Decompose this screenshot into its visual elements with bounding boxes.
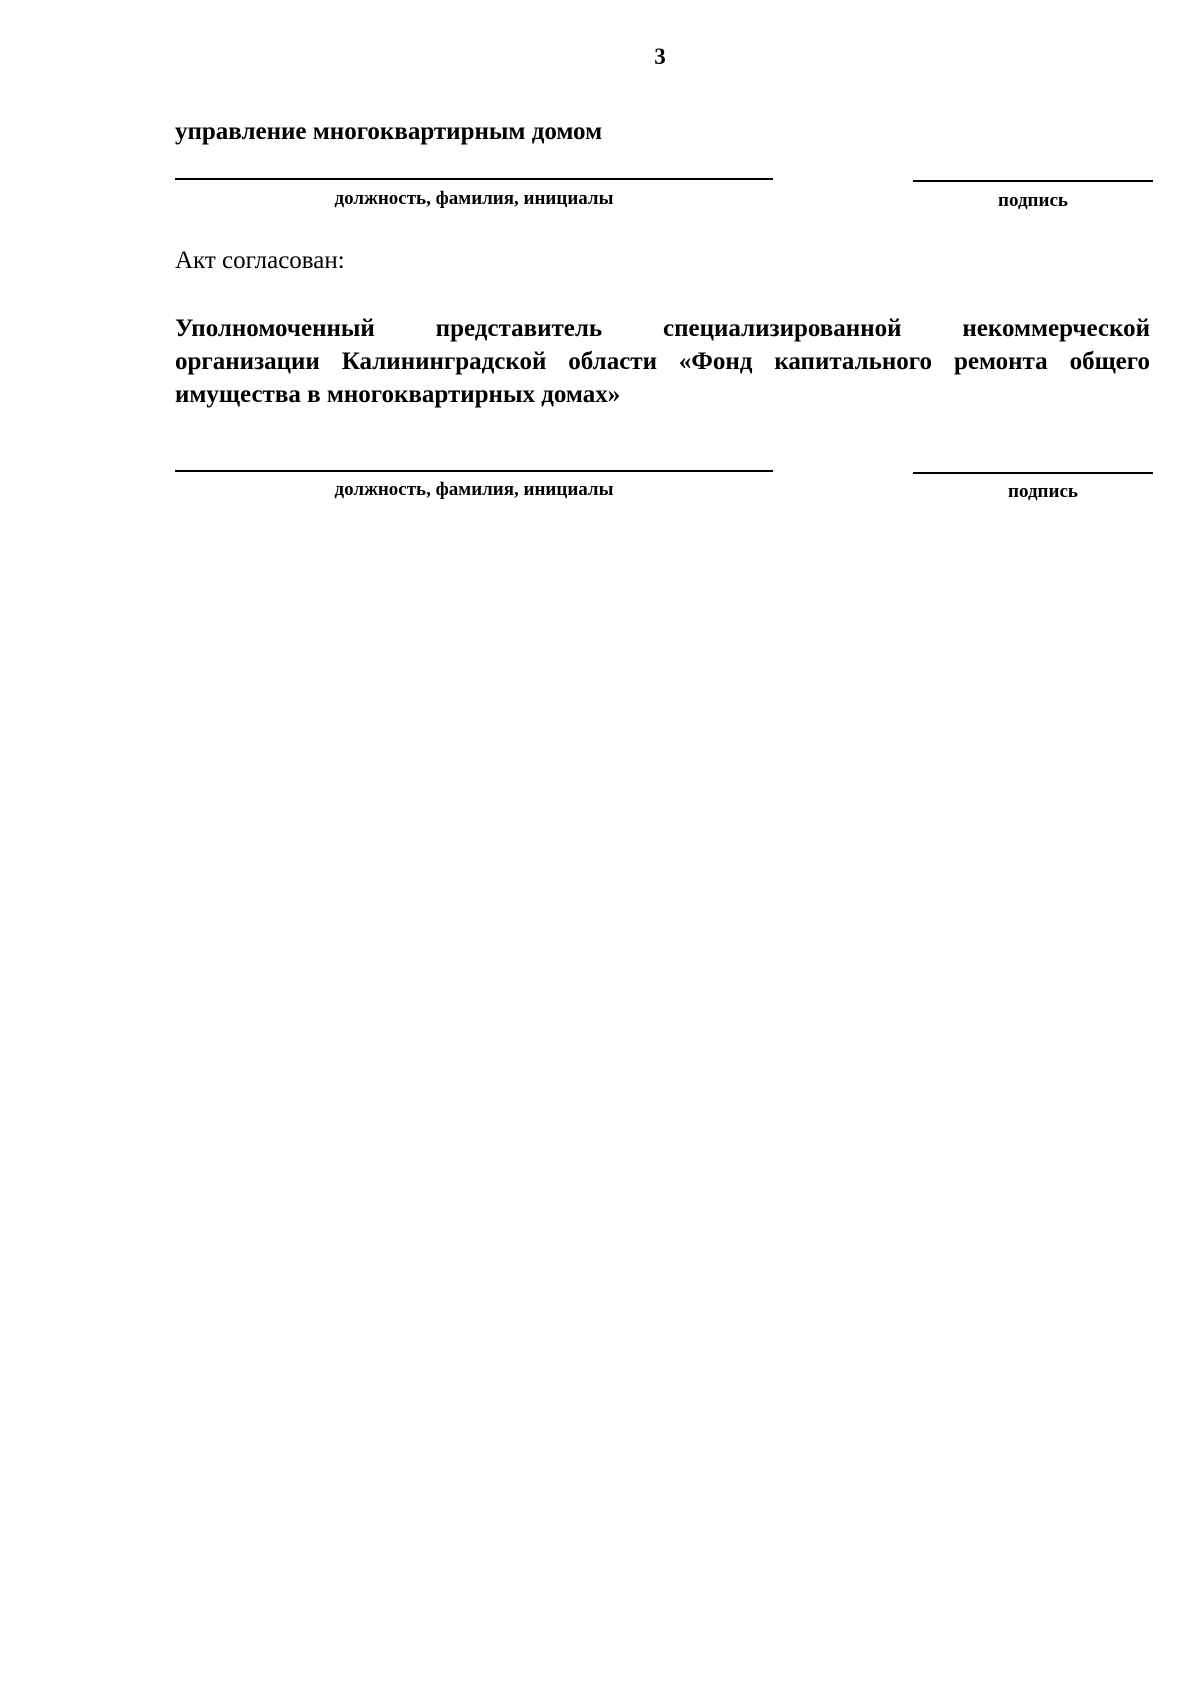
signature-caption: подпись <box>998 190 1068 211</box>
signature-line <box>913 472 1153 474</box>
management-text: управление многоквартирным домом <box>175 118 603 145</box>
name-caption: должность, фамилия, инициалы <box>334 479 614 500</box>
name-caption: должность, фамилия, инициалы <box>334 188 614 209</box>
name-signature-line <box>175 178 773 180</box>
approval-heading: Акт согласован: <box>175 247 345 274</box>
representative-line: имущества в многоквартирных домах» <box>175 381 621 408</box>
representative-line: Уполномоченный представитель специализированной некоммерческой <box>175 315 1150 342</box>
page-number: 3 <box>654 44 666 69</box>
name-signature-line <box>175 470 773 472</box>
representative-line: организации Калининградской области «Фонд капитального ремонта общего <box>175 348 1150 375</box>
representative-paragraph <box>175 312 1150 411</box>
signature-caption: подпись <box>1008 481 1078 502</box>
signature-line <box>913 180 1153 182</box>
